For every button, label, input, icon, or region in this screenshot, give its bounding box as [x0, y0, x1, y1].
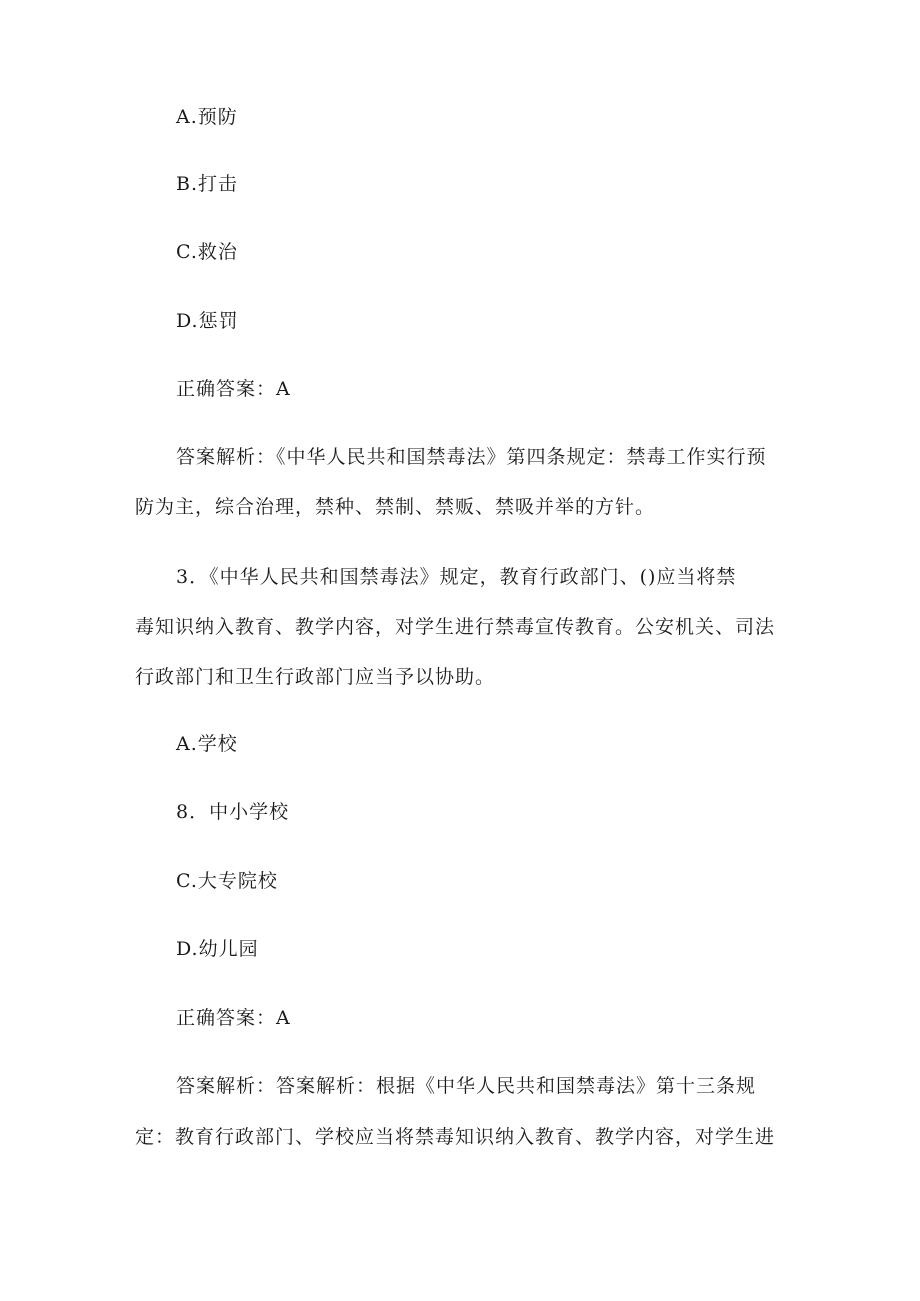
option-d: D.惩罚 [176, 310, 239, 332]
answer-analysis-line: 定：教育行政部门、学校应当将禁毒知识纳入教育、教学内容，对学生进 [135, 1126, 776, 1148]
answer-analysis-line: 防为主，综合治理，禁种、禁制、禁贩、禁吸并举的方针。 [135, 496, 656, 518]
option-d: D.幼儿园 [176, 938, 259, 960]
question-stem-line: 行政部门和卫生行政部门应当予以协助。 [135, 666, 496, 688]
option-a: A.学校 [176, 733, 238, 755]
answer-analysis-line: 答案解析：答案解析：根据《中华人民共和国禁毒法》第十三条规 [176, 1075, 757, 1097]
option-b: B.打击 [176, 173, 239, 195]
option-a: A.预防 [176, 106, 238, 128]
option-c: C.大专院校 [176, 870, 278, 892]
question-stem-line: 3．《中华人民共和国禁毒法》规定，教育行政部门、()应当将禁 [176, 566, 737, 588]
option-b: 8．中小学校 [176, 801, 290, 823]
question-stem-line: 毒知识纳入教育、教学内容，对学生进行禁毒宣传教育。公安机关、司法 [135, 616, 776, 638]
answer-analysis-line: 答案解析：《中华人民共和国禁毒法》第四条规定：禁毒工作实行预 [176, 446, 767, 468]
correct-answer: 正确答案：A [176, 1007, 291, 1029]
correct-answer: 正确答案：A [176, 378, 291, 400]
option-c: C.救治 [176, 241, 238, 263]
